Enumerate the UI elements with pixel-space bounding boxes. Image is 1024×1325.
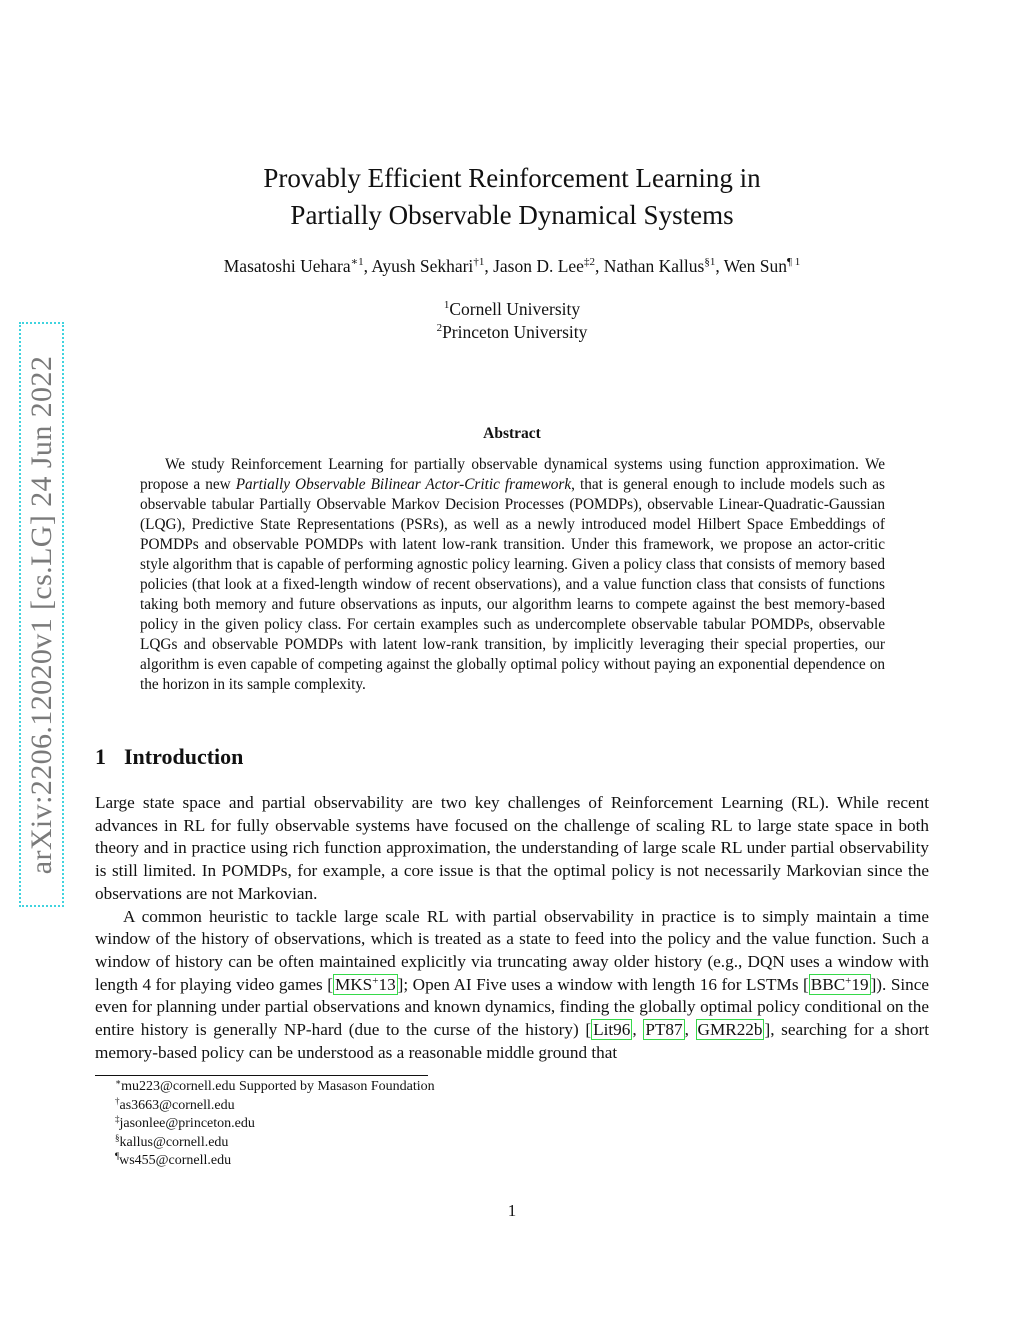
- section-title: Introduction: [124, 744, 244, 769]
- abstract-body: We study Reinforcement Learning for partially observable dynamical systems using function approximation. We propose a new Partially Observable Bilinear Actor-Critic framework, that is general enough to include models such as observable tabular Partially Observable Markov Decision Processes (POMDPs), observable Linear-Quadratic-Gaussian (LQG), Predictive State Representations (PSRs), as well as a newly introduced model Hilbert Space Embeddings of POMDPs and observable POMDPs with latent low-rank transition. Under this framework, we propose an actor-critic style algorithm that is capable of performing agnostic policy learning. Given a policy class that consists of memory based policies (that look at a fixed-length window of recent observations), and a value function class that consists of functions taking both memory and future observations as inputs, our algorithm learns to compete against the best memory-based policy in the given policy class. For certain examples such as undercomplete observable tabular POMDPs, observable LQGs and observable POMDPs with latent low-rank transition, by implicitly leveraging their special properties, our algorithm is even capable of competing against the globally optimal policy without paying an exponential dependence on the horizon in its sample complexity.: [140, 456, 885, 693]
- author-list: [0, 256, 1024, 277]
- arxiv-stamp[interactable]: [19, 322, 64, 907]
- author: Ayush Sekhari$^{\dagger 1}$,: [371, 256, 494, 276]
- title-line-2: Partially Observable Dynamical Systems: [290, 200, 734, 230]
- affiliations: [0, 298, 1024, 344]
- citation-link[interactable]: PT87: [645, 1020, 683, 1040]
- footnote: ∗mu223@cornell.edu Supported by Masason Foundation: [115, 1077, 435, 1094]
- paper-title: [0, 160, 1024, 234]
- paragraph: Large state space and partial observability are two key challenges of Reinforcement Learning (RL). While recent advances in RL for fully observable systems have focused on the challenge of scaling RL to large state space in both theory and in practice using rich function approximation, the understanding of large scale RL under partial observability is still limited. In POMDPs, for example, a core issue is that the optimal policy is not necessarily Markovian since the observations are not Markovian.: [95, 793, 929, 903]
- author: Masatoshi Uehara$^{∗1}$,: [223, 256, 372, 276]
- framework-name: Partially Observable Bilinear Actor-Critic framework: [235, 476, 572, 493]
- author: Jason D. Lee$^{\ddagger 2}$,: [493, 256, 604, 276]
- footnotes: [115, 1078, 435, 1171]
- citation-link[interactable]: MKS+13: [334, 974, 396, 994]
- citation-link[interactable]: GMR22b: [697, 1020, 763, 1040]
- footnote: †as3663@cornell.edu: [115, 1095, 235, 1113]
- affiliation: $^2$Princeton University: [436, 322, 588, 342]
- footnote: §kallus@cornell.edu: [115, 1132, 229, 1150]
- abstract-heading: Abstract: [483, 425, 541, 442]
- author: Nathan Kallus$^{\S 1}$,: [603, 256, 724, 276]
- author: Wen Sun$^{\P 1}$: [723, 256, 801, 276]
- footnote-divider: [95, 1075, 428, 1076]
- section-number: 1: [95, 744, 106, 769]
- arxiv-stamp-text: arXiv:2206.12020v1 [cs.LG] 24 Jun 2022: [24, 355, 58, 874]
- section-heading: [95, 744, 243, 770]
- paragraph: A common heuristic to tackle large scale RL with partial observability in practice is to simply maintain a time window of the history of observations, which is treated as a state to feed into the policy and the value function. Such a window of history can be often maintained explicitly via truncating away older history (e.g., DQN uses a window with length 4 for playing video games [ MKS+13 ]; Open AI Five uses a window with length 16 for LSTMs [ BBC+19 ]). Since even for planning under partial observations and known dynamics, finding the globally optimal policy conditional on the entire history is generally NP-hard (due to the curse of the history) [ Lit96 , PT87 , GMR22b ], searching for a short memory-based policy can be understood as a reasonable middle ground that: [95, 906, 930, 1062]
- footnote: ¶ws455@cornell.edu: [115, 1151, 232, 1169]
- page-number: 1: [507, 1201, 517, 1220]
- introduction-body: [95, 792, 929, 1064]
- citation-link[interactable]: BBC+19: [810, 974, 869, 994]
- affiliation: $^1$Cornell University: [443, 299, 581, 319]
- citation-link[interactable]: Lit96: [593, 1020, 631, 1040]
- title-line-1: Provably Efficient Reinforcement Learning in: [263, 163, 761, 193]
- footnote: ‡jasonlee@princeton.edu: [115, 1114, 255, 1132]
